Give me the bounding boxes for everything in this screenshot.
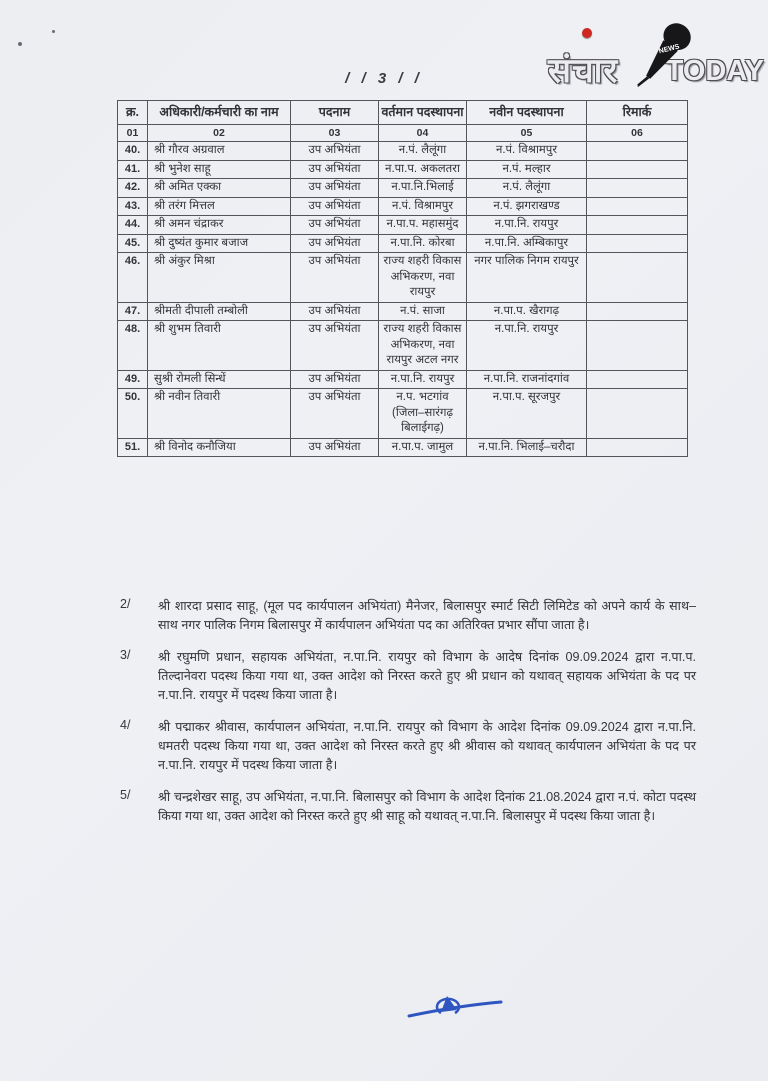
cell-remark [587,216,688,235]
cell-new-posting: न.पा.नि. राजनांदगांव [467,370,587,389]
sanchar-today-logo [546,22,764,94]
cell-name: श्रीमती दीपाली तम्बोली [148,302,291,321]
table-header-row [118,101,688,125]
cell-current-posting: राज्य शहरी विकास अभिकरण, नवा रायपुर अटल नगर [379,321,467,371]
cell-post: उप अभियंता [291,253,379,303]
table-row [118,438,688,457]
cell-current-posting: न.पा.प. जामुल [379,438,467,457]
logo-today-text: TODAY [665,55,764,87]
paragraph-text: श्री रघुमणि प्रधान, सहायक अभियंता, न.पा.नि. रायपुर को विभाग के आदेष दिनांक 09.09.2024 द्वारा न.पा.प. तिल्दानेवरा पदस्थ किया गया था, उक्त आदेश को निरस्त करते हुए श्री प्रधान को यथावत् सहायक अभियंता के पद पर न.पा.नि. रायपुर में पदस्थ किया जाता है। [158,650,696,702]
cell-remark [587,321,688,371]
order-paragraphs [120,597,696,839]
order-paragraph-5 [120,788,696,826]
col-header-sno: क्र. [118,101,148,125]
cell-remark [587,389,688,439]
cell-name: श्री गौरव अग्रवाल [148,142,291,161]
table-row [118,160,688,179]
cell-sno: 46. [118,253,148,303]
table-row [118,197,688,216]
cell-post: उप अभियंता [291,142,379,161]
cell-new-posting: नगर पालिक निगम रायपुर [467,253,587,303]
paper-speck [18,42,22,46]
table-row [118,253,688,303]
cell-name: श्री अमन चंद्राकर [148,216,291,235]
cell-remark [587,438,688,457]
cell-current-posting: न.पा.प. महासमुंद [379,216,467,235]
paragraph-text: श्री शारदा प्रसाद साहू, (मूल पद कार्यपालन अभियंता) मैनेजर, बिलासपुर स्मार्ट सिटी लिमिटेड को अपने कार्य के साथ–साथ नगर पालिक निगम बिलासपुर में कार्यपालन अभियंता पद का अतिरिक्त प्रभार सौंपा जाता है। [158,599,696,632]
cell-name: श्री विनोद कनौजिया [148,438,291,457]
cell-current-posting: न.प. भटगांव (जिला–सारंगढ़ बिलाईगढ़) [379,389,467,439]
cell-post: उप अभियंता [291,179,379,198]
cell-name: श्री नवीन तिवारी [148,389,291,439]
cell-remark [587,160,688,179]
cell-current-posting: न.पं. लैलूंगा [379,142,467,161]
cell-current-posting: न.पं. साजा [379,302,467,321]
page-number: / / 3 / / [345,70,423,87]
cell-sno: 42. [118,179,148,198]
table-row [118,302,688,321]
cell-sno: 45. [118,234,148,253]
cell-sno: 48. [118,321,148,371]
table-row [118,321,688,371]
cell-sno: 41. [118,160,148,179]
cell-remark [587,179,688,198]
col-header-new-posting: नवीन पदस्थापना [467,101,587,125]
cell-current-posting: राज्य शहरी विकास अभिकरण, नवा रायपुर [379,253,467,303]
col-number: 06 [587,124,688,141]
table-row [118,142,688,161]
cell-remark [587,197,688,216]
table-row [118,389,688,439]
cell-new-posting: न.पा.प. खैरागढ़ [467,302,587,321]
col-number: 03 [291,124,379,141]
cell-new-posting: न.पा.नि. रायपुर [467,321,587,371]
order-paragraph-2 [120,597,696,635]
cell-name: श्री तरंग मित्तल [148,197,291,216]
cell-remark [587,234,688,253]
column-number-row [118,124,688,141]
col-number: 01 [118,124,148,141]
col-header-post: पदनाम [291,101,379,125]
cell-current-posting: न.पं. विश्रामपुर [379,197,467,216]
svg-text:NEWS: NEWS [658,43,681,56]
cell-post: उप अभियंता [291,216,379,235]
cell-remark [587,302,688,321]
paper-speck [52,30,55,33]
paragraph-number: 2/ [120,597,131,611]
table-row [118,370,688,389]
cell-remark [587,253,688,303]
cell-new-posting: न.पा.नि. अम्बिकापुर [467,234,587,253]
order-paragraph-4 [120,718,696,775]
cell-remark [587,370,688,389]
logo-sanchar-text: संचार [548,52,619,90]
cell-name: श्री अंकुर मिश्रा [148,253,291,303]
cell-name: सुश्री रोमली सिन्धें [148,370,291,389]
cell-post: उप अभियंता [291,438,379,457]
col-header-remark: रिमार्क [587,101,688,125]
cell-name: श्री भुनेश साहू [148,160,291,179]
paragraph-number: 4/ [120,718,131,732]
paragraph-number: 3/ [120,648,131,662]
cell-new-posting: न.पा.प. सूरजपुर [467,389,587,439]
cell-sno: 50. [118,389,148,439]
col-number: 05 [467,124,587,141]
cell-current-posting: न.पा.प. अकलतरा [379,160,467,179]
cell-name: श्री अमित एक्का [148,179,291,198]
col-number: 04 [379,124,467,141]
cell-sno: 49. [118,370,148,389]
col-number: 02 [148,124,291,141]
table-row [118,234,688,253]
cell-post: उप अभियंता [291,389,379,439]
cell-new-posting: न.पं. लैलूंगा [467,179,587,198]
col-header-current-posting: वर्तमान पदस्थापना [379,101,467,125]
cell-sno: 44. [118,216,148,235]
signature-scribble [405,983,505,1025]
cell-sno: 51. [118,438,148,457]
cell-post: उप अभियंता [291,321,379,371]
cell-sno: 43. [118,197,148,216]
cell-current-posting: न.पा.नि. रायपुर [379,370,467,389]
cell-post: उप अभियंता [291,302,379,321]
cell-post: उप अभियंता [291,370,379,389]
cell-name: श्री दुष्यंत कुमार बजाज [148,234,291,253]
col-header-name: अधिकारी/कर्मचारी का नाम [148,101,291,125]
cell-current-posting: न.पा.नि.भिलाई [379,179,467,198]
cell-post: उप अभियंता [291,197,379,216]
cell-new-posting: न.पं. झगराखण्ड [467,197,587,216]
cell-new-posting: न.पा.नि. भिलाई–चरौदा [467,438,587,457]
paragraph-text: श्री चन्द्रशेखर साहू, उप अभियंता, न.पा.नि. बिलासपुर को विभाग के आदेश दिनांक 21.08.2024 द्वारा न.पं. कोटा पदस्थ किया गया था, उक्त आदेश को निरस्त करते हुए श्री साहू को यथावत् न.पा.नि. बिलासपुर में पदस्थ किया जाता है। [158,790,696,823]
cell-post: उप अभियंता [291,234,379,253]
cell-new-posting: न.पा.नि. रायपुर [467,216,587,235]
table-row [118,179,688,198]
cell-sno: 47. [118,302,148,321]
cell-post: उप अभियंता [291,160,379,179]
cell-sno: 40. [118,142,148,161]
cell-new-posting: न.पं. मल्हार [467,160,587,179]
paragraph-text: श्री पद्माकर श्रीवास, कार्यपालन अभियंता, न.पा.नि. रायपुर को विभाग के आदेश दिनांक 09.09.2024 द्वारा न.पा.नि. धमतरी पदस्थ किया गया था, उक्त आदेश को निरस्त करते हुए श्री श्रीवास को यथावत् कार्यपालन अभियंता के पद पर न.पा.नि. रायपुर में पदस्थ किया जाता है। [158,720,696,772]
table-row [118,216,688,235]
cell-remark [587,142,688,161]
microphone-icon [628,16,698,108]
order-paragraph-3 [120,648,696,705]
paragraph-number: 5/ [120,788,131,802]
cell-new-posting: न.पं. विश्रामपुर [467,142,587,161]
transfer-order-table [117,100,688,457]
cell-name: श्री शुभम तिवारी [148,321,291,371]
logo-red-dot-icon [582,28,592,38]
cell-current-posting: न.पा.नि. कोरबा [379,234,467,253]
